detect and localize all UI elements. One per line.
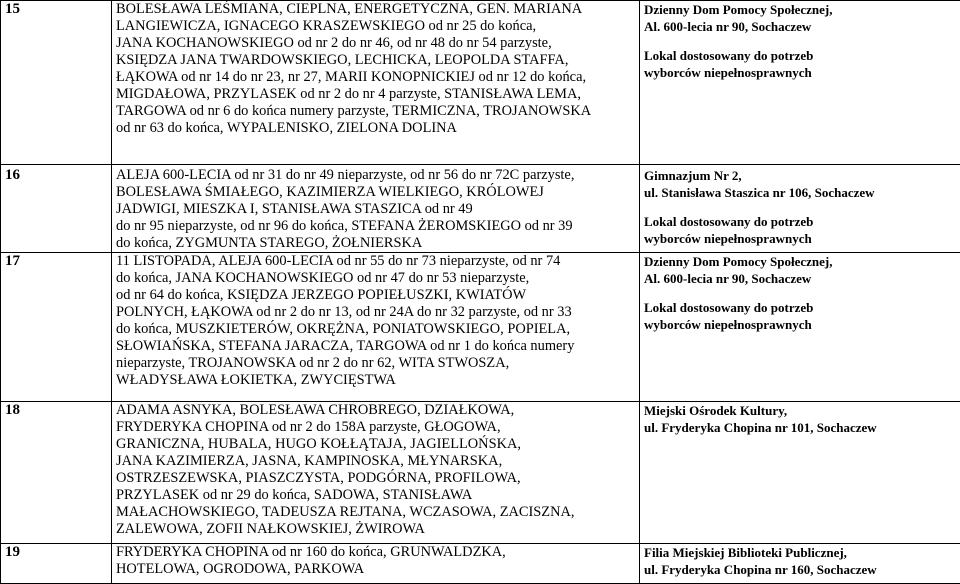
street-line: OSTRZESZEWSKA, PIASZCZYSTA, PODGÓRNA, PROFILOWA, xyxy=(116,470,635,487)
street-line: TARGOWA od nr 6 do końca numery parzyste, TERMICZNA, TROJANOWSKA xyxy=(116,103,635,120)
district-number: 19 xyxy=(1,544,112,584)
street-line: ALEJA 600-LECIA od nr 31 do nr 49 nieparzyste, od nr 56 do nr 72C parzyste, xyxy=(116,167,635,184)
polling-place xyxy=(640,165,960,253)
accessibility-note: Lokal dostosowany do potrzeb xyxy=(644,213,956,230)
place-address: Al. 600-lecia nr 90, Sochaczew xyxy=(644,270,956,287)
street-line: ŁĄKOWA od nr 14 do nr 23, nr 27, MARII KONOPNICKIEJ od nr 12 do końca, xyxy=(116,69,635,86)
table-row xyxy=(1,165,960,253)
district-streets xyxy=(112,165,640,253)
table-row xyxy=(1,544,960,584)
place-name: Filia Miejskiej Biblioteki Publicznej, xyxy=(644,544,956,561)
street-line: FRYDERYKA CHOPINA od nr 2 do 158A parzyste, GŁOGOWA, xyxy=(116,419,635,436)
accessibility-note: wyborców niepełnosprawnych xyxy=(644,316,956,333)
place-name: Dzienny Dom Pomocy Społecznej, xyxy=(644,253,956,270)
polling-place xyxy=(640,402,960,544)
street-line: do końca, JANA KOCHANOWSKIEGO od nr 47 do nr 53 nieparzyste, xyxy=(116,270,635,287)
place-name: Miejski Ośrodek Kultury, xyxy=(644,402,956,419)
polling-place xyxy=(640,544,960,584)
street-line: KSIĘDZA JANA TWARDOWSKIEGO, LECHICKA, LEOPOLDA STAFFA, xyxy=(116,52,635,69)
street-line: POLNYCH, ŁĄKOWA od nr 2 do nr 13, od nr 24A do nr 32 parzyste, od nr 33 xyxy=(116,304,635,321)
street-line: LANGIEWICZA, IGNACEGO KRASZEWSKIEGO od nr 25 do końca, xyxy=(116,18,635,35)
street-line: do końca, ZYGMUNTA STAREGO, ŻOŁNIERSKA xyxy=(116,235,635,252)
place-address: ul. Stanisława Staszica nr 106, Sochaczew xyxy=(644,184,956,201)
accessibility-note: wyborców niepełnosprawnych xyxy=(644,64,956,81)
street-line: ADAMA ASNYKA, BOLESŁAWA CHROBREGO, DZIAŁKOWA, xyxy=(116,402,635,419)
district-streets xyxy=(112,253,640,402)
street-line: BOLESŁAWA ŚMIAŁEGO, KAZIMIERZA WIELKIEGO, KRÓLOWEJ xyxy=(116,184,635,201)
district-streets xyxy=(112,544,640,584)
street-line: HOTELOWA, OGRODOWA, PARKOWA xyxy=(116,561,635,578)
district-streets xyxy=(112,1,640,165)
place-address: ul. Fryderyka Chopina nr 160, Sochaczew xyxy=(644,561,956,578)
table-row xyxy=(1,402,960,544)
district-number: 17 xyxy=(1,253,112,402)
street-line: JANA KOCHANOWSKIEGO od nr 2 do nr 46, od nr 48 do nr 54 parzyste, xyxy=(116,35,635,52)
street-line: MIGDAŁOWA, PRZYLASEK od nr 2 do nr 4 parzyste, STANISŁAWA LEMA, xyxy=(116,86,635,103)
place-name: Dzienny Dom Pomocy Społecznej, xyxy=(644,1,956,18)
accessibility-note: Lokal dostosowany do potrzeb xyxy=(644,299,956,316)
place-address: ul. Fryderyka Chopina nr 101, Sochaczew xyxy=(644,419,956,436)
street-line: MAŁACHOWSKIEGO, TADEUSZA REJTANA, WCZASOWA, ZACISZNA, xyxy=(116,504,635,521)
street-line: BOLESŁAWA LEŚMIANA, CIEPLNA, ENERGETYCZNA, GEN. MARIANA xyxy=(116,1,635,18)
street-line: od nr 64 do końca, KSIĘDZA JERZEGO POPIEŁUSZKI, KWIATÓW xyxy=(116,287,635,304)
district-number: 16 xyxy=(1,165,112,253)
street-line: ZALEWOWA, ZOFII NAŁKOWSKIEJ, ŻWIROWA xyxy=(116,521,635,538)
street-line: PRZYLASEK od nr 29 do końca, SADOWA, STANISŁAWA xyxy=(116,487,635,504)
place-name: Gimnazjum Nr 2, xyxy=(644,167,956,184)
street-line: JADWIGI, MIESZKA I, STANISŁAWA STASZICA od nr 49 xyxy=(116,201,635,218)
street-line: SŁOWIAŃSKA, STEFANA JARACZA, TARGOWA od nr 1 do końca numery xyxy=(116,338,635,355)
district-number: 18 xyxy=(1,402,112,544)
street-line: FRYDERYKA CHOPINA od nr 160 do końca, GRUNWALDZKA, xyxy=(116,544,635,561)
accessibility-note: Lokal dostosowany do potrzeb xyxy=(644,47,956,64)
polling-place xyxy=(640,1,960,165)
street-line: WŁADYSŁAWA ŁOKIETKA, ZWYCIĘSTWA xyxy=(116,372,635,389)
district-streets xyxy=(112,402,640,544)
street-line: 11 LISTOPADA, ALEJA 600-LECIA od nr 55 do nr 73 nieparzyste, od nr 74 xyxy=(116,253,635,270)
street-line: GRANICZNA, HUBALA, HUGO KOŁŁĄTAJA, JAGIELLOŃSKA, xyxy=(116,436,635,453)
street-line: od nr 63 do końca, WYPALENISKO, ZIELONA DOLINA xyxy=(116,120,635,137)
table-row xyxy=(1,1,960,165)
street-line: do nr 95 nieparzyste, od nr 96 do końca, STEFANA ŻEROMSKIEGO od nr 39 xyxy=(116,218,635,235)
accessibility-note: wyborców niepełnosprawnych xyxy=(644,230,956,247)
district-number: 15 xyxy=(1,1,112,165)
polling-place xyxy=(640,253,960,402)
street-line: JANA KAZIMIERZA, JASNA, KAMPINOSKA, MŁYNARSKA, xyxy=(116,453,635,470)
place-address: Al. 600-lecia nr 90, Sochaczew xyxy=(644,18,956,35)
street-line: nieparzyste, TROJANOWSKA od nr 2 do nr 62, WITA STWOSZA, xyxy=(116,355,635,372)
table-row xyxy=(1,253,960,402)
street-line: do końca, MUSZKIETERÓW, OKRĘŻNA, PONIATOWSKIEGO, POPIELA, xyxy=(116,321,635,338)
